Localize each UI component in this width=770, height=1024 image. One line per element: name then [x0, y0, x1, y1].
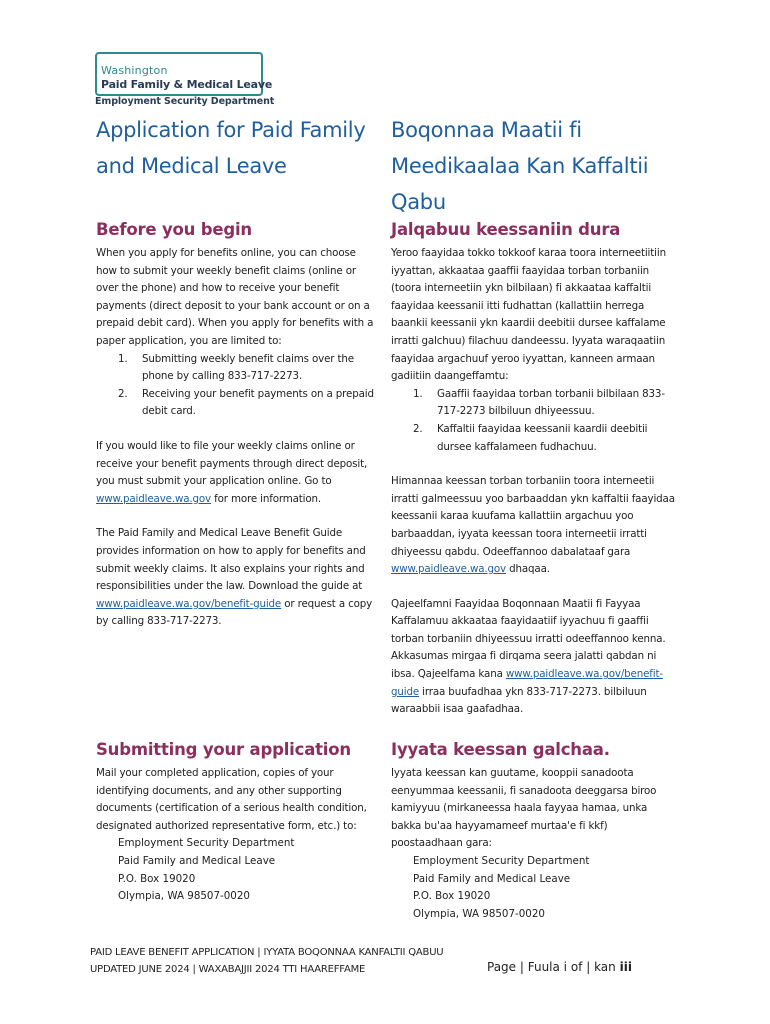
address-line: P.O. Box 19020	[413, 890, 491, 903]
mailing-address	[96, 835, 378, 905]
oromo-submit-section	[391, 740, 676, 923]
oromo-limitations-list	[391, 386, 676, 456]
address-line: Olympia, WA 98507-0020	[118, 890, 250, 903]
page-number	[487, 960, 632, 974]
list-item: 1. Submitting weekly benefit claims over the phone by calling 833-717-2273.	[118, 352, 354, 383]
online-paragraph: If you would like to file your weekly claims online or receive your benefit payments through direct deposit, you must submit your application online. Go to www.paidleave.wa.gov for more information.	[96, 439, 368, 505]
english-before-section	[96, 220, 378, 631]
address-line: Olympia, WA 98507-0020	[413, 907, 545, 920]
logo-pfml-text: Paid Family & Medical Leave	[101, 78, 273, 91]
before-you-begin-heading: Before you begin	[96, 220, 252, 239]
footer-info	[90, 944, 443, 978]
oromo-online-paragraph: Himannaa keessan torban torbaniin toora interneetii irratti galmeessuu yoo barbaaddan ykn kaffaltii faayidaa keessanii karaa kuufama kallattiin argachuu yoo barbaaddan, iyyata keessan toora interneetii irratti dhiyeessu qabdu. Odeeffannoo dabalataaf gara www.paidleave.wa.gov dhaqaa.	[391, 475, 675, 576]
oromo-title-line3: Qabu	[391, 190, 446, 214]
oromo-submit-text: Iyyata keessan kan guutame, kooppii sanadoota eenyummaa keessanii, fi sanadoota deeggarsa biroo kamiyyuu (mirkaneessa haala fayyaa hamaa, unka bakka bu'aa hayyamameef murtaa'e fi kkf) poostaadhaan gara:	[391, 767, 657, 850]
benefit-guide-link[interactable]: www.paidleave.wa.gov/benefit-guide	[96, 597, 282, 610]
oromo-before-intro: Yeroo faayidaa tokko tokkoof karaa toora interneetiitiin iyyattan, akkaataa gaaffii faayidaa torban torbaniin (toora interneetiin ykn bilbilaan) fi akkaataa kaffaltii faayidaa keessanii itti fudhattan (kallattiin herrega baankii keessanii ykn kaardii deebitii dursee kaffalame irratti galchuu) filachuu dandeessu. Iyyata waraqaatiin faayidaa argachuuf yeroo iyyattan, kanneen armaan gadiitiin daangeffamtu:	[391, 247, 666, 383]
english-title-line2: and Medical Leave	[96, 154, 287, 178]
footer-line1: PAID LEAVE BENEFIT APPLICATION | IYYATA BOQONNAA KANFALTII QABUU	[90, 947, 444, 958]
english-column	[96, 112, 378, 184]
limitations-list	[96, 351, 378, 421]
list-item: 2. Receiving your benefit payments on a prepaid debit card.	[118, 387, 374, 418]
page-number-total: iii	[619, 960, 632, 974]
logo-washington-text: Washington	[101, 64, 168, 77]
english-submit-section	[96, 740, 378, 906]
address-line: Employment Security Department	[118, 837, 295, 850]
guide-paragraph: The Paid Family and Medical Leave Benefit Guide provides information on how to apply for benefits and submit weekly claims. It also explains your rights and responsibilities under the law. Download the guide at www.paidleave.wa.gov/benefit-guide or request a copy by calling 833-717-2273.	[96, 527, 373, 628]
oromo-title-line2: Meedikaalaa Kan Kaffaltii	[391, 154, 649, 178]
page-number-prefix: Page | Fuula i of | kan	[487, 960, 616, 974]
oromo-column	[391, 112, 673, 220]
oromo-before-section	[391, 220, 676, 719]
list-item: 1. Gaaffii faayidaa torban torbanii bilbilaan 833-717-2273 bilbiluun dhiyeessuu.	[413, 387, 665, 418]
list-item: 2. Kaffaltii faayidaa keessanii kaardii deebitii dursee kaffalameen fudhachuu.	[413, 422, 648, 453]
english-title-line1: Application for Paid Family	[96, 118, 366, 142]
before-intro: When you apply for benefits online, you can choose how to submit your weekly benefit claims (online or over the phone) and how to receive your benefit payments (direct deposit to your bank account or on a prepaid debit card). When you apply for benefits with a paper application, you are limited to:	[96, 247, 374, 347]
address-line: Employment Security Department	[413, 854, 590, 867]
oromo-guide-paragraph: Qajeelfamni Faayidaa Boqonnaan Maatii fi Fayyaa Kaffalamuu akkaataa faayidaatiif iyyachuu fi gaaffii torban torbaniin dhiyeessuu irratti odeeffannoo kenna. Akkasumas mirgaa fi dirqama seera jalatti qabdan ni ibsa. Qajeelfama kana www.paidleave.wa.gov/benefit-guide irraa buufadhaa ykn 833-717-2273. bilbiluun waraabbii isaa gaafadhaa.	[391, 597, 666, 716]
footer-line2: UPDATED JUNE 2024 | WAXABAJJII 2024 TTI HAAREFFAME	[90, 964, 366, 975]
address-line: Paid Family and Medical Leave	[413, 872, 571, 885]
oromo-before-heading: Jalqabuu keessaniin dura	[391, 220, 621, 239]
paidleave-link[interactable]: www.paidleave.wa.gov	[96, 492, 211, 505]
wa-pfml-logo	[95, 50, 275, 110]
oromo-benefit-guide-link[interactable]: www.paidleave.wa.gov/benefit-guide	[391, 668, 663, 698]
oromo-title	[391, 112, 673, 220]
oromo-title-line1: Boqonnaa Maatii fi	[391, 118, 582, 142]
oromo-mailing-address	[391, 853, 676, 923]
english-title	[96, 112, 378, 184]
address-line: Paid Family and Medical Leave	[118, 854, 276, 867]
logo-esd-text: Employment Security Department	[95, 96, 275, 107]
submit-text: Mail your completed application, copies of your identifying documents, and any other supporting documents (certification of a serious health condition, designated authorized representative form, etc.) to:	[96, 767, 367, 832]
oromo-submitting-heading: Iyyata keessan galchaa.	[391, 740, 610, 759]
submitting-heading: Submitting your application	[96, 740, 351, 759]
address-line: P.O. Box 19020	[118, 872, 196, 885]
oromo-paidleave-link[interactable]: www.paidleave.wa.gov	[391, 563, 506, 576]
